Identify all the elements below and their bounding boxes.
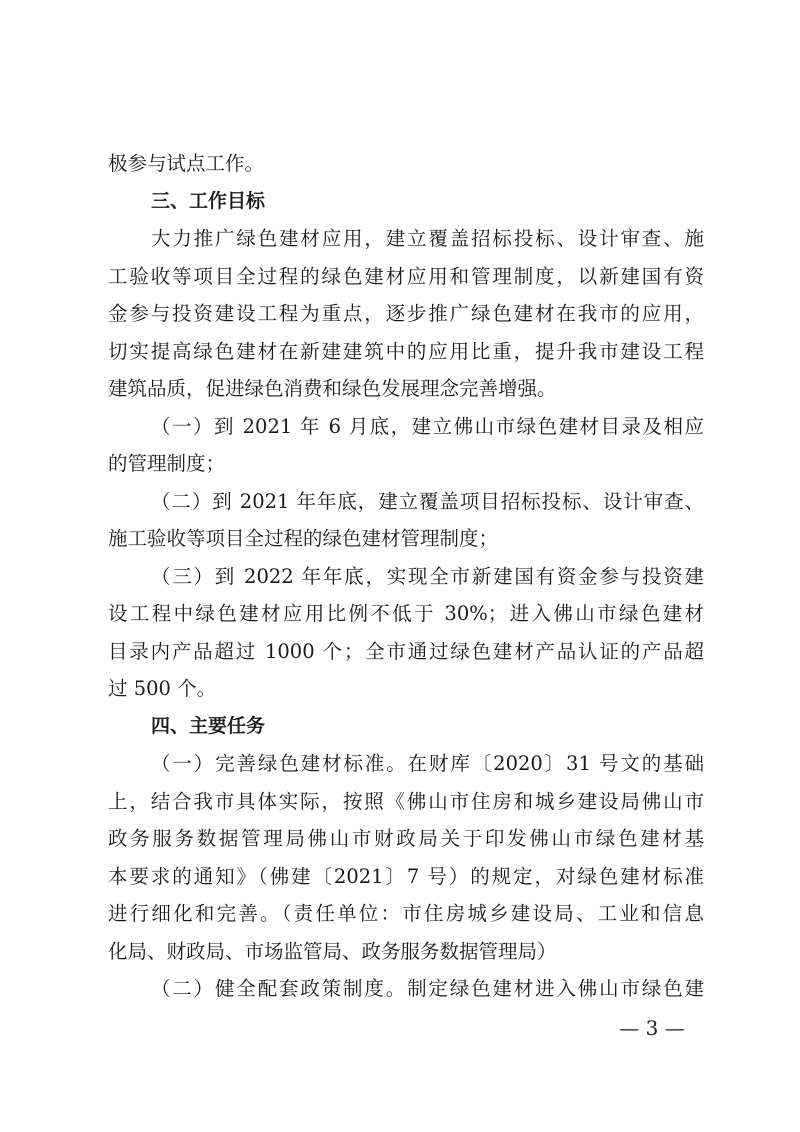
body-text-line: 金参与投资建设工程为重点，逐步推广绿色建材在我市的应用，	[108, 302, 704, 325]
body-text-line: 施工验收等项目全过程的绿色建材管理制度；	[108, 527, 499, 550]
body-text-line: 工验收等项目全过程的绿色建材应用和管理制度，以新建国有资	[108, 264, 704, 288]
document-body	[108, 145, 704, 1008]
body-text-line: （二）健全配套政策制度。制定绿色建材进入佛山市绿色建	[151, 977, 704, 1000]
body-text-line: （三）到 2022 年年底，实现全市新建国有资金参与投资建	[151, 564, 704, 588]
section-heading: 三、工作目标	[151, 189, 266, 212]
page-number: — 3 —	[619, 1016, 685, 1040]
body-text-line: 目录内产品超过 1000 个；全市通过绿色建材产品认证的产品超	[108, 639, 704, 663]
section-heading: 四、主要任务	[151, 714, 266, 737]
body-text-line: 进行细化和完善。（责任单位：市住房城乡建设局、工业和信息	[108, 902, 704, 925]
body-text-line: 政务服务数据管理局佛山市财政局关于印发佛山市绿色建材基	[108, 827, 704, 850]
body-text-line: 切实提高绿色建材在新建建筑中的应用比重，提升我市建设工程	[108, 339, 704, 363]
body-text-line: 建筑品质，促进绿色消费和绿色发展理念完善增强。	[108, 377, 557, 400]
body-text-line: （一）到 2021 年 6 月底，建立佛山市绿色建材目录及相应	[151, 414, 704, 438]
body-text-line: （二）到 2021 年年底，建立覆盖项目招标投标、设计审查、	[151, 489, 704, 513]
body-text-line: （一）完善绿色建材标准。在财库〔2020〕31 号文的基础	[151, 752, 704, 775]
body-text-line: 设工程中绿色建材应用比例不低于 30%；进入佛山市绿色建材	[108, 602, 704, 625]
body-text-line: 过 500 个。	[108, 677, 217, 700]
body-text-line: 本要求的通知》（佛建〔2021〕7 号）的规定，对绿色建材标准	[108, 864, 704, 888]
body-text-line: 的管理制度；	[108, 452, 226, 475]
body-text-line: 极参与试点工作。	[108, 152, 265, 175]
body-text-line: 大力推广绿色建材应用，建立覆盖招标投标、设计审查、施	[151, 227, 704, 250]
body-text-line: 上，结合我市具体实际，按照《佛山市住房和城乡建设局佛山市	[108, 789, 704, 813]
body-text-line: 化局、财政局、市场监管局、政务服务数据管理局）	[108, 939, 557, 963]
